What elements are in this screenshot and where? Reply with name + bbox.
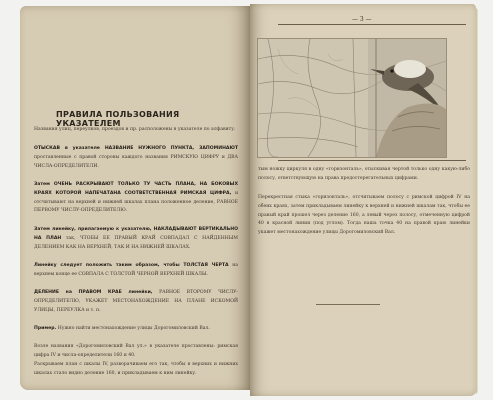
paragraph-text: тым ножку циркуля в одну «горизонталь», отыскивая чертой только одну какую-либо полосу, ответствующую на права предостерегательных цифрами. <box>258 167 470 181</box>
photo-rule <box>278 160 466 161</box>
paragraph-text: на верхнем конце ее СОВПАЛА С ТОЛСТОЙ ЧЕРНОЙ ВЕРХНЕЙ ШКАЛЫ. <box>34 263 238 277</box>
right-paragraph-1 <box>258 166 470 184</box>
map-fragment-icon <box>258 39 446 157</box>
header-rule <box>278 24 466 25</box>
paragraph-2 <box>34 145 238 171</box>
paragraph-9 <box>34 361 238 379</box>
paragraph-lead: Затем ОЧЕНЬ РАСКРЫВАЮТ ТОЛЬКО ТУ ЧАСТЬ ПЛАНА, НА БОКОВЫХ КРАЯХ КОТОРОЙ НАПЕЧАТАНА СООТВЕТСТВЕННАЯ РИМСКАЯ ЦИФРА, <box>34 182 238 196</box>
paragraph-text: РАВНОЕ ВТОРОМУ ЧИСЛУ-ОПРЕДЕЛИТЕЛЮ, УКАЖЕТ МЕСТОНАХОЖДЕНИЕ НА ПЛАНЕ ИСКОМОЙ УЛИЦЫ, ПЕРЕУЛКА и т. п. <box>34 290 238 313</box>
paragraph-5 <box>34 262 238 280</box>
paragraph-lead: ДЕЛЕНИЕ на ПРАВОМ КРАЕ линейки, <box>34 290 153 295</box>
page-number: — 3 — <box>352 16 372 23</box>
paragraph-text: Названия улиц, переулков, проездов и пр. расположены в указателе по алфавиту. <box>34 127 236 132</box>
paragraph-text: Раскрываем план с шкалы IV, разворачиваем его так, чтобы в верхних и нижних шкалах стало видно деление 160, и прикладываем к ним линейку. <box>34 362 238 376</box>
paragraph-lead: Пример. <box>34 326 57 331</box>
paragraph-text: проставленные с правой стороны каждого названия РИМСКУЮ ЦИФРУ и ДВА ЧИСЛА-ОПРЕДЕЛИТЕЛИ. <box>34 154 238 169</box>
paragraph-text: Возле названия «Дорогомиловский Вал ул.» в указателе проставлены: римская цифра IV и числа-определители 160 и 40. <box>34 344 238 358</box>
paragraph-lead: Затем линейку, прилагаемую к указателю, НАКЛАДЫВАЮТ ВЕРТИКАЛЬНО НА ПЛАН <box>34 227 238 241</box>
paragraph-8 <box>34 343 238 361</box>
paragraph-text: так, ЧТОБЫ ЕЕ ПРАВЫЙ КРАЙ СОВПАДАЛ С НАЙДЕННЫМ ДЕЛЕНИЕМ КАК НА ВЕРХНЕЙ, ТАК И НА НИЖНЕЙ ШКАЛАХ. <box>34 235 238 250</box>
paragraph-lead: ОТЫСКАВ в указателе НАЗВАНИЕ НУЖНОГО ПУНКТА, ЗАПОМИНАЮТ <box>34 146 238 151</box>
paragraph-text: и отсчитывают на верхней и нижней шкалах плана положенное деление, РАВНОЕ ПЕРВОМУ ЧИСЛУ-ОПРЕДЕЛИТЕЛЮ. <box>34 190 238 214</box>
paragraph-7 <box>34 325 238 334</box>
right-paragraph-2 <box>258 194 470 238</box>
paragraph-1 <box>34 126 238 135</box>
paragraph-text: Нужно найти местонахождение улицы Дорогомиловский Вал. <box>57 326 210 331</box>
paragraph-4 <box>34 226 238 252</box>
page-title: ПРАВИЛА ПОЛЬЗОВАНИЯ УКАЗАТЕЛЕМ <box>56 110 180 128</box>
paragraph-6 <box>34 289 238 315</box>
paragraph-lead: Линейку следует положить таким образом, чтобы ТОЛСТАЯ ЧЕРТА <box>34 263 229 268</box>
paragraph-3 <box>34 181 238 216</box>
photo-map-bird <box>257 38 447 158</box>
section-separator <box>316 304 380 305</box>
paragraph-text: Перекрестная стыка «горизонталь», отсчитываем полосу с римской цифрой IV на обеих краях, затем прикладываем линейку к верхней и нижней шкалам так, чтобы ее правый край прошел через деление 160, а левый через полосу, отмеченную цифрой 40 в красной линии (под углом). Тогда наша точка 40 на правой краю линейки укажет местонахождение улицы Дорогомиловский Вал. <box>258 195 470 236</box>
